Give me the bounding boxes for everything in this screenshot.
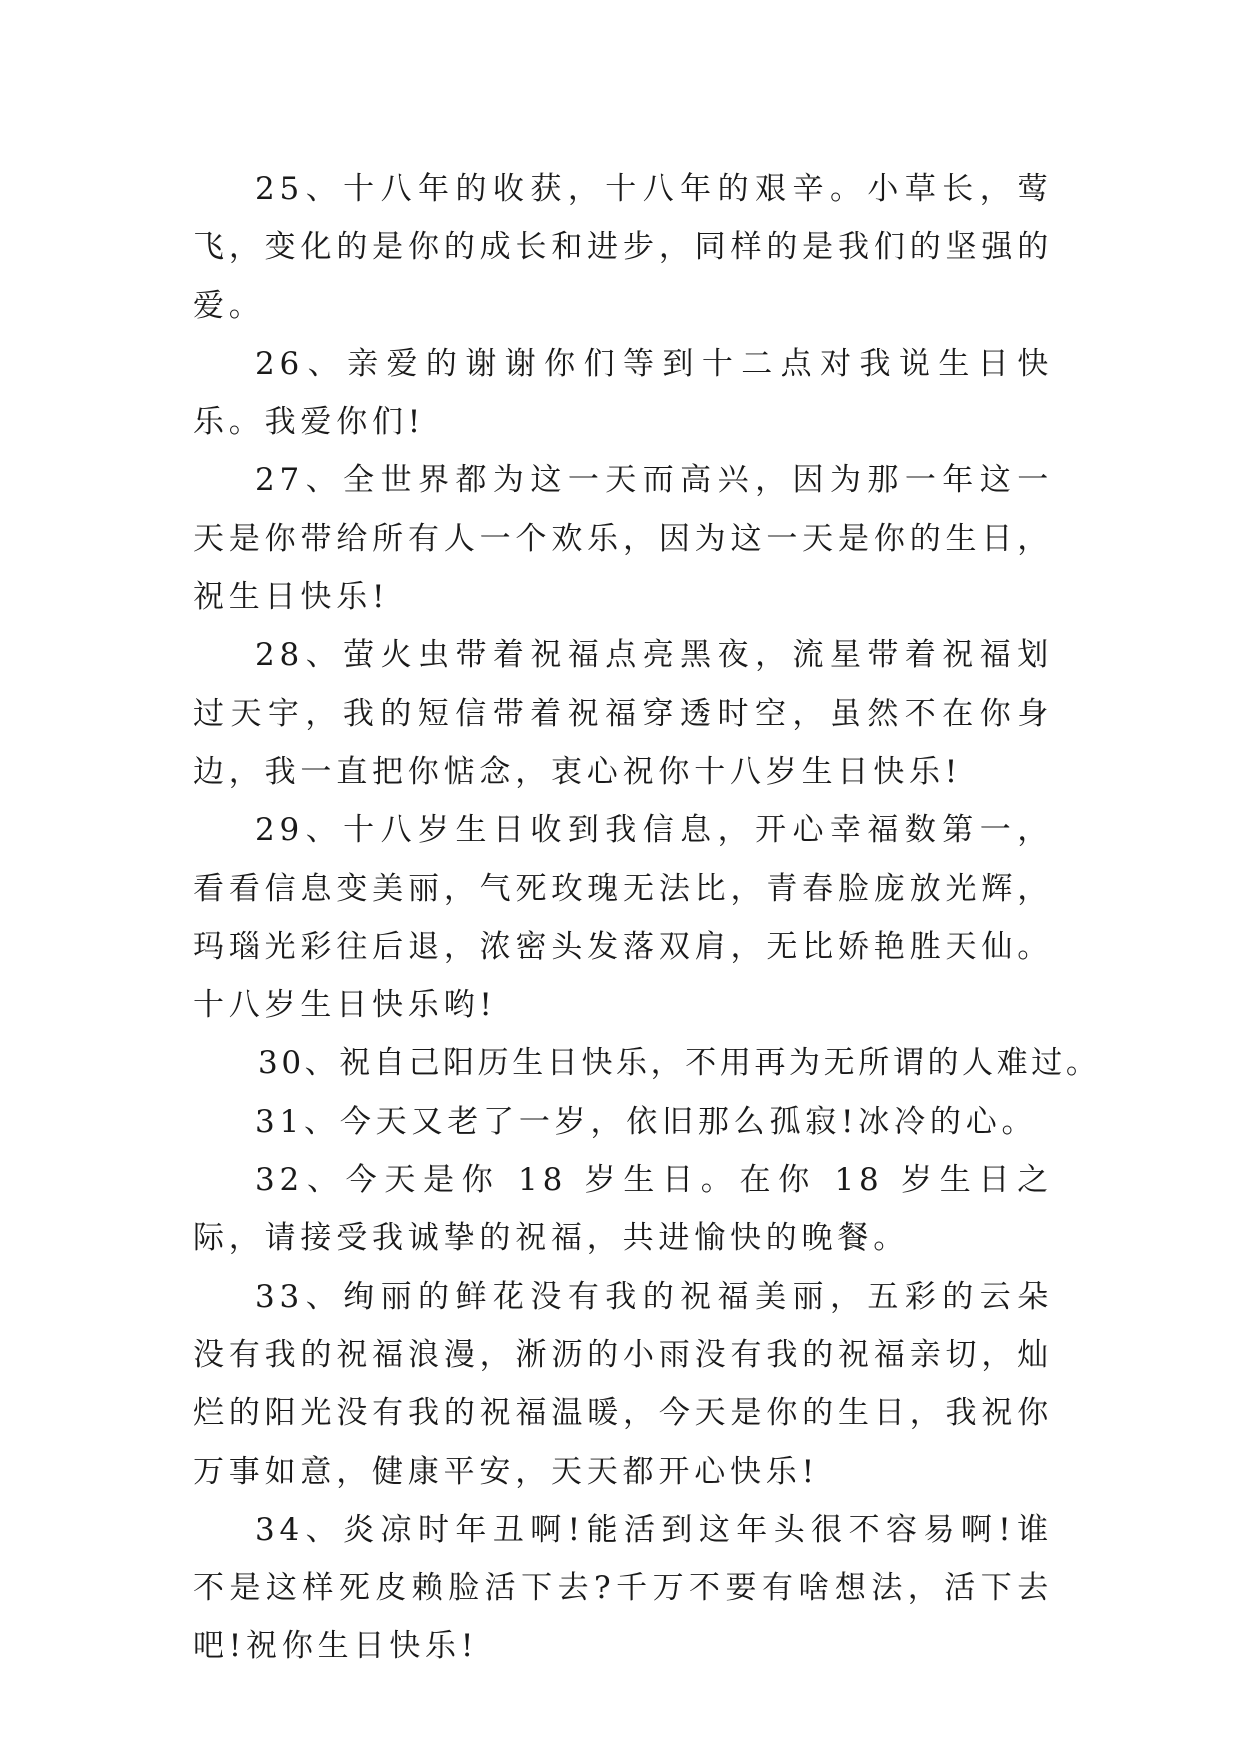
- paragraph-29: 29、十八岁生日收到我信息，开心幸福数第一，看看信息变美丽，气死玫瑰无法比，青春脸庞放光辉，玛瑙光彩往后退，浓密头发落双肩，无比娇艳胜天仙。十八岁生日快乐哟!: [193, 812, 1053, 1024]
- paragraph-31: 31、今天又老了一岁，依旧那么孤寂!冰冷的心。: [255, 1103, 1038, 1140]
- paragraph-34: 34、炎凉时年丑啊!能活到这年头很不容易啊!谁不是这样死皮赖脸活下去?千万不要有啥想法，活下去吧!祝你生日快乐!: [193, 1511, 1053, 1665]
- paragraph-30: 30、祝自己阳历生日快乐，不用再为无所谓的人难过。: [258, 1045, 1101, 1082]
- paragraph-33: 33、绚丽的鲜花没有我的祝福美丽，五彩的云朵没有我的祝福浪漫，淅沥的小雨没有我的祝福亲切，灿烂的阳光没有我的祝福温暖，今天是你的生日，我祝你万事如意，健康平安，天天都开心快乐!: [193, 1278, 1053, 1490]
- document-body: [193, 160, 1101, 1676]
- paragraph-28: 28、萤火虫带着祝福点亮黑夜，流星带着祝福划过天宇，我的短信带着祝福穿透时空，虽然不在你身边，我一直把你惦念，衷心祝你十八岁生日快乐!: [193, 637, 1053, 790]
- paragraph-26: 26、亲爱的谢谢你们等到十二点对我说生日快乐。我爱你们!: [193, 345, 1053, 441]
- paragraph-32: 32、今天是你 18 岁生日。在你 18 岁生日之际，请接受我诚挚的祝福，共进愉快的晚餐。: [193, 1162, 1053, 1257]
- paragraph-27: 27、全世界都为这一天而高兴，因为那一年这一天是你带给所有人一个欢乐，因为这一天是你的生日，祝生日快乐!: [193, 462, 1053, 616]
- paragraph-25: 25、十八年的收获，十八年的艰辛。小草长，莺飞，变化的是你的成长和进步，同样的是我们的坚强的爱。: [193, 171, 1053, 324]
